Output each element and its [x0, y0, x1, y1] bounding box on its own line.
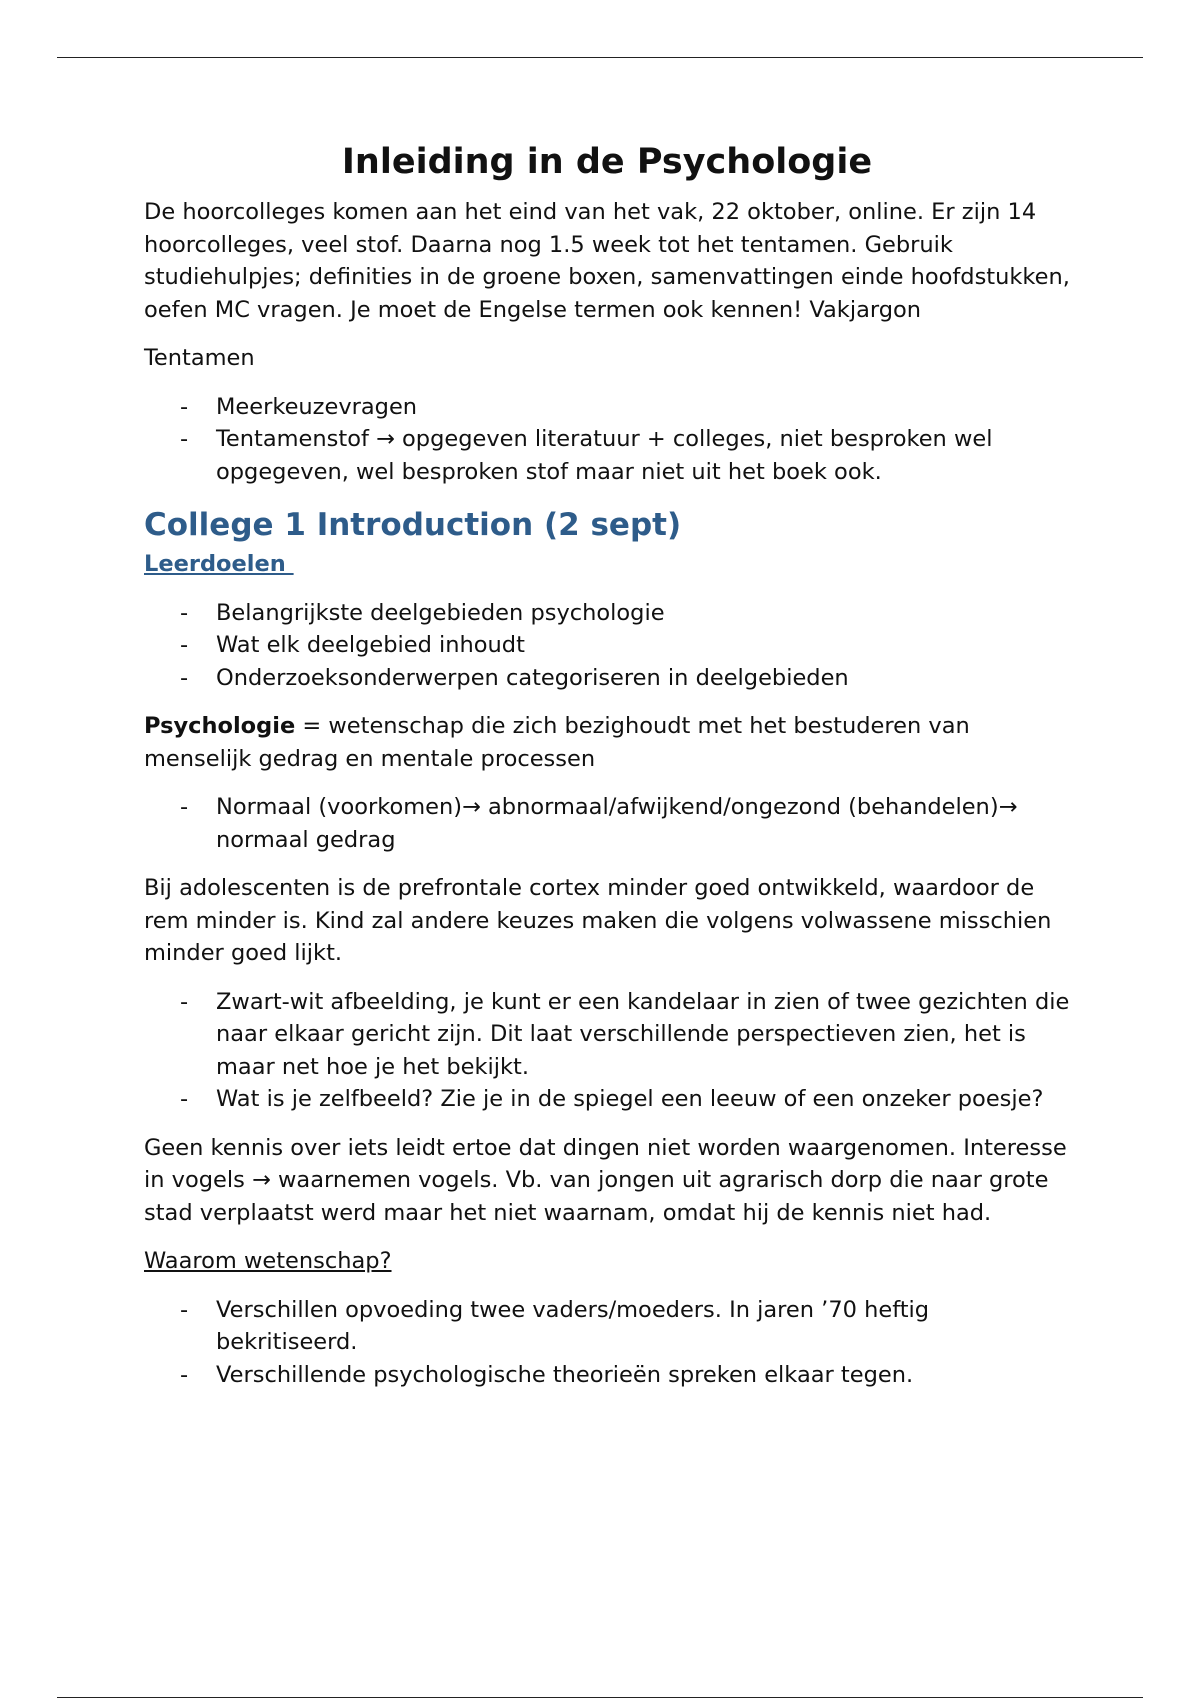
- list-dash: -: [180, 1296, 189, 1323]
- list-dash: -: [180, 632, 189, 658]
- list-item: [144, 1294, 1070, 1359]
- list-dash: -: [180, 426, 189, 452]
- list-dash: -: [180, 794, 189, 820]
- intro-paragraph: De hoorcolleges komen aan het eind van het vak, 22 oktober, online. Er zijn 14 hoorcolleges, veel stof. Daarna nog 1.5 week tot het tentamen. Gebruik studiehulpjes; definities in de groene boxen, samenvattingen einde hoofdstukken, oefen MC vragen. Je moet de Engelse termen ook kennen! Vakjargon: [144, 199, 1070, 323]
- top-divider: [57, 57, 1143, 58]
- list-item: [144, 1083, 1070, 1116]
- definition-list: [144, 791, 1070, 856]
- list-item: [144, 391, 1070, 424]
- why-science-label: Waarom wetenschap?: [144, 1248, 392, 1274]
- knowledge-paragraph: Geen kennis over iets leidt ertoe dat dingen niet worden waargenomen. Interesse in vogels → waarnemen vogels. Vb. van jongen uit agrarisch dorp die naar grote stad verplaatst werd maar het niet waarnam, omdat hij de kennis niet had.: [144, 1134, 1067, 1226]
- why-science-list: [144, 1294, 1070, 1392]
- list-item: [144, 986, 1070, 1084]
- document-body: [144, 138, 1070, 1407]
- list-dash: -: [180, 664, 189, 691]
- list-item: [144, 597, 1070, 630]
- list-item-text: Tentamenstof → opgegeven literatuur + colleges, niet besproken wel opgegeven, wel besproken stof maar niet uit het boek ook.: [216, 426, 993, 485]
- learning-goals-list: [144, 597, 1070, 695]
- definition-paragraph: [144, 710, 1070, 775]
- list-dash: -: [180, 988, 189, 1015]
- list-dash: -: [180, 1086, 189, 1112]
- exam-list: [144, 391, 1070, 489]
- list-item-text: Belangrijkste deelgebieden psychologie: [216, 599, 665, 626]
- perspective-list: [144, 986, 1070, 1116]
- list-item-text: Verschillen opvoeding twee vaders/moeders. In jaren ’70 heftig bekritiseerd.: [216, 1296, 930, 1355]
- adolescents-paragraph: Bij adolescenten is de prefrontale cortex minder goed ontwikkeld, waardoor de rem minder is. Kind zal andere keuzes maken die volgens volwassene misschien minder goed lijkt.: [144, 875, 1052, 966]
- list-item-text: Meerkeuzevragen: [216, 393, 418, 420]
- list-item-text: Wat elk deelgebied inhoudt: [216, 632, 525, 658]
- list-item: [144, 629, 1070, 662]
- list-item-text: Normaal (voorkomen)→ abnormaal/afwijkend/ongezond (behandelen)→ normaal gedrag: [216, 794, 1018, 853]
- list-item: [144, 1359, 1070, 1392]
- definition-term: Psychologie: [144, 713, 296, 739]
- list-item: [144, 662, 1070, 695]
- list-dash: -: [180, 1361, 189, 1388]
- list-item-text: Verschillende psychologische theorieën spreken elkaar tegen.: [216, 1361, 914, 1388]
- list-item-text: Onderzoeksonderwerpen categoriseren in deelgebieden: [216, 664, 849, 691]
- list-item: [144, 791, 1070, 856]
- subsection-heading: Leerdoelen: [144, 551, 294, 577]
- list-item-text: Wat is je zelfbeeld? Zie je in de spiegel een leeuw of een onzeker poesje?: [216, 1086, 1044, 1112]
- bottom-divider: [57, 1697, 1143, 1698]
- document-title: Inleiding in de Psychologie: [341, 142, 873, 182]
- list-dash: -: [180, 393, 189, 420]
- section-heading: College 1 Introduction (2 sept): [144, 507, 682, 543]
- list-dash: -: [180, 599, 189, 626]
- list-item: [144, 423, 1070, 488]
- definition-text: = wetenschap die zich bezighoudt met het bestuderen van menselijk gedrag en mentale processen: [144, 713, 970, 772]
- list-item-text: Zwart-wit afbeelding, je kunt er een kandelaar in zien of twee gezichten die naar elkaar gericht zijn. Dit laat verschillende perspectieven zien, het is maar net hoe je het bekijkt.: [216, 988, 1070, 1080]
- exam-label: Tentamen: [144, 345, 255, 371]
